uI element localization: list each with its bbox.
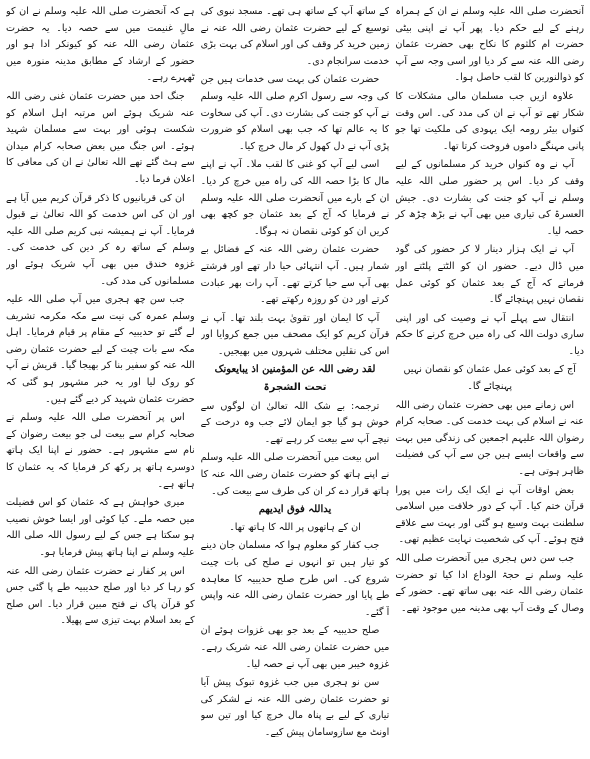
quoted-saying: آج کے بعد کوئی عمل عثمان کو نقصان نہیں پہنچائے گا۔ — [403, 364, 576, 393]
quran-verse: یداللہ فوق ایدیھم — [258, 504, 332, 516]
quran-verse: لقد رضی اللہ عن المؤمنین اذ یبایعونک — [214, 364, 376, 376]
paragraph: بعض اوقات آپ نے ایک ایک رات میں پورا قرآن ختم کیا۔ آپ کے دور خلافت میں اسلامی سلطنت بہت وسیع ہو گئی اور بہت سے علاقے فتح ہوئے۔ آپ کی شخصیت نہایت عظیم تھی۔ — [395, 484, 585, 546]
paragraph: آپ نے ایک ہزار دینار لا کر حضور کی گود میں ڈال دیے۔ حضور ان کو الٹتے پلٹتے اور فرماتے کہ آج کے بعد عثمان کو کوئی عمل نقصان نہیں پہنچائے گا۔ — [395, 244, 585, 306]
paragraph: ہے کہ آنحضرت صلی اللہ علیہ وسلم نے ان کو مالِ غنیمت میں سے حصہ دیا۔ یہ حضرت عثمان رضی اللہ عنہ کو کیونکر ادا ہو اور حضور کے ارشاد کے مطابق مدینہ منورہ میں ٹھہرے رہے۔ — [6, 6, 195, 84]
text-column-right — [6, 4, 195, 755]
paragraph: اسی لیے آپ کو غنی کا لقب ملا۔ آپ نے اپنے مال کا بڑا حصہ اللہ کی راہ میں خرچ کر دیا۔ ان کے بارے میں آنحضرت صلی اللہ علیہ وسلم نے فرمایا کہ آج کے بعد عثمان جو کچھ بھی کریں ان کو کوئی نقصان نہ ہوگا۔ — [200, 159, 390, 237]
paragraph: اس پر آنحضرت صلی اللہ علیہ وسلم نے صحابہ کرام سے بیعت لی جو بیعت رضوان کے نام سے مشہور ہے۔ حضور نے اپنا ایک ہاتھ دوسرے ہاتھ پر رکھ کر فرمایا کہ یہ عثمان کا ہاتھ ہے۔ — [6, 412, 195, 490]
paragraph: جب سن دس ہجری میں آنحضرت صلی اللہ علیہ وسلم نے حجۃ الوداع ادا کیا تو حضرت عثمان رضی اللہ عنہ بھی ساتھ تھے۔ حضور کے وصال کے وقت آپ بھی مدینہ میں موجود تھے۔ — [395, 553, 585, 614]
paragraph: ان کی قربانیوں کا ذکر قرآن کریم میں آیا ہے اور ان کی اس خدمت کو اللہ تعالیٰ نے قبول فرمایا۔ آپ نے ہمیشہ نبی کریم صلی اللہ علیہ وسلم کے ساتھ رہ کر دین کی خدمت کی۔ غزوہ خندق میں بھی آپ شریک ہوئے اور مسلمانوں کی مدد کی۔ — [6, 192, 195, 287]
paragraph: صلح حدیبیہ کے بعد جو بھی غزوات ہوئے ان میں حضرت عثمان رضی اللہ عنہ شریک رہے۔ غزوہ خیبر میں بھی آپ نے حصہ لیا۔ — [200, 625, 390, 670]
paragraph: آنحضرت صلی اللہ علیہ وسلم نے ان کے ہمراہ رہنے کے لیے حکم دیا۔ پھر آپ نے اپنی بیٹی حضرت ام کلثوم کا نکاح بھی حضرت عثمان رضی اللہ عنہ سے کر دیا اور اسی وجہ سے آپ کو ذوالنورین کا لقب حاصل ہوا۔ — [395, 6, 585, 84]
paragraph: اس زمانے میں بھی حضرت عثمان رضی اللہ عنہ نے اسلام کی بہت خدمت کی۔ صحابہ کرام رضوان اللہ علیہم اجمعین کی زندگی میں بہت سے واقعات ایسے ہیں جن سے آپ کی فضیلت ظاہر ہوتی ہے۔ — [395, 399, 585, 478]
paragraph: حضرت عثمان رضی اللہ عنہ کے فضائل بے شمار ہیں۔ آپ انتہائی حیا دار تھے اور فرشتے بھی آپ سے حیا کرتے تھے۔ آپ رات بھر عبادت کرتے اور دن کو روزہ رکھتے تھے۔ — [200, 244, 390, 306]
paragraph: جب سن چھ ہجری میں آپ صلی اللہ علیہ وسلم عمرہ کی نیت سے مکہ مکرمہ تشریف لے گئے تو حدیبیہ کے مقام پر قیام فرمایا۔ اہل مکہ سے بات چیت کے لیے حضرت عثمان رضی اللہ عنہ کو سفیر بنا کر بھیجا گیا۔ قریش نے آپ کو روک لیا اور یہ خبر مشہور ہو گئی کہ حضرت عثمان شہید کر دیے گئے ہیں۔ — [6, 294, 195, 405]
paragraph: ترجمہ: بے شک اللہ تعالیٰ ان لوگوں سے خوش ہو گیا جو ایمان لائے جب وہ درخت کے نیچے آپ سے بیعت کر رہے تھے۔ — [200, 400, 390, 445]
paragraph: اس بیعت میں آنحضرت صلی اللہ علیہ وسلم نے اپنے ہاتھ کو حضرت عثمان رضی اللہ عنہ کا ہاتھ قرار دے کر ان کی طرف سے بیعت کی۔ — [200, 452, 390, 497]
paragraph: آپ کا ایمان اور تقویٰ بہت بلند تھا۔ آپ نے قرآن کریم کو ایک مصحف میں جمع کروایا اور اس کی نقلیں مختلف شہروں میں بھیجیں۔ — [200, 312, 390, 357]
paragraph: علاوہ ازیں جب مسلمان مالی مشکلات کا شکار تھے تو آپ نے ان کی مدد کی۔ اس وقت کنواں بیئر رومہ ایک یہودی کی ملکیت تھا جو پانی مہنگے داموں فروخت کرتا تھا۔ — [395, 90, 585, 152]
verse-translation: ان کے ہاتھوں پر اللہ کا ہاتھ تھا۔ — [229, 521, 361, 533]
paragraph: جب کفار کو معلوم ہوا کہ مسلمان جان دینے کو تیار ہیں تو انہوں نے صلح کی بات چیت شروع کی۔ اس طرح صلح حدیبیہ کا معاہدہ طے پایا اور حضرت عثمان رضی اللہ عنہ واپس آ گئے۔ — [200, 540, 390, 618]
text-column-left — [395, 4, 584, 755]
paragraph: انتقال سے پہلے آپ نے وصیت کی اور اپنی ساری دولت اللہ کی راہ میں خرچ کرنے کا حکم دیا۔ — [395, 312, 585, 357]
paragraph: کے ساتھ آپ کے ساتھ ہی تھے۔ مسجد نبوی کی توسیع کے لیے حضرت عثمان رضی اللہ عنہ نے زمین خرید کر وقف کی اور اسلام کی بہت بڑی خدمت سرانجام دی۔ — [200, 6, 390, 67]
paragraph: حضرت عثمان کی بہت سی خدمات ہیں جن کی وجہ سے رسول اکرم صلی اللہ علیہ وسلم نے آپ کو جنت کی بشارت دی۔ آپ کی سخاوت کا یہ عالم تھا کہ جب بھی اسلام کو ضرورت پڑی آپ نے دل کھول کر مال خرچ کیا۔ — [200, 74, 390, 152]
paragraph: سن نو ہجری میں جب غزوہ تبوک پیش آیا تو حضرت عثمان رضی اللہ عنہ نے لشکر کی تیاری کے لیے بے پناہ مال خرچ کیا اور تین سو اونٹ مع سازوسامان پیش کیے۔ — [200, 677, 390, 738]
text-column-middle — [201, 4, 390, 755]
verse-continuation: تحت الشجرۃ — [263, 382, 327, 394]
paragraph: جنگ احد میں حضرت عثمان غنی رضی اللہ عنہ شریک ہوئے اس مرتبہ اہل اسلام کو شکست ہوئی اور بہت سے مسلمان شہید ہوئے۔ اس جنگ میں بعض صحابہ کرام میدان سے ہٹ گئے تھے اللہ تعالیٰ نے ان کی معافی کا اعلان فرما دیا۔ — [6, 90, 195, 185]
paragraph: اس پر کفار نے حضرت عثمان رضی اللہ عنہ کو رہا کر دیا اور صلح حدیبیہ طے پا گئی جس کو قرآن پاک نے فتح مبین قرار دیا۔ اس صلح کے بعد اسلام بہت تیزی سے پھیلا۔ — [6, 565, 195, 627]
paragraph: آپ نے وہ کنواں خرید کر مسلمانوں کے لیے وقف کر دیا۔ اس پر حضور صلی اللہ علیہ وسلم نے آپ کو جنت کی بشارت دی۔ جیش العسرۃ کی تیاری میں بھی آپ نے بڑھ چڑھ کر حصہ لیا۔ — [395, 159, 585, 237]
paragraph: میری خواہش ہے کہ عثمان کو اس فضیلت میں حصہ ملے۔ کیا کوئی اور ایسا خوش نصیب ہو سکتا ہے جس کے لیے رسول اللہ صلی اللہ علیہ وسلم نے اپنا ہاتھ پیش فرمایا ہو۔ — [6, 497, 195, 558]
